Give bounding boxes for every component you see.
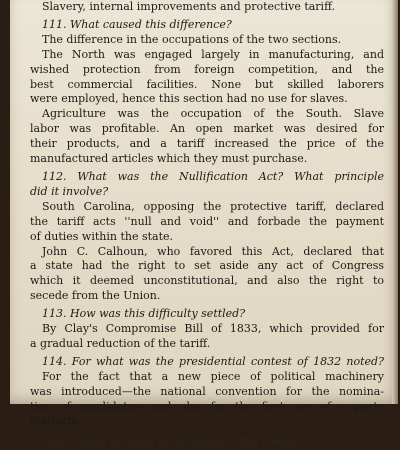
paragraph-line: For the fact that a new piece of political machinery [42,369,384,383]
paragraph-line: By Clay's Compromise Bill of 1833, which provided for [42,322,384,336]
answer-111-line: The difference in the occupations of the two sections. [42,32,342,46]
question-112-cont: did it involve? [30,184,109,198]
page-edge-shadow [392,0,398,404]
paragraph-line: wished protection from foreign competition, and the [30,62,384,76]
paragraph-line: which it deemed unconstitutional, and also the right to [30,274,384,288]
page-text [30,0,384,450]
question-113: 113. How was this difficulty settled? [42,307,246,321]
question-112: 112. What was the Nullification Act? What principle [42,169,384,183]
paragraph-line: a gradual reduction of the tariff. [30,336,211,350]
cut-off-line: Give a brief account of the Bank of the United [42,435,300,449]
paragraph-line: South Carolina, opposing the protective tariff, declared [42,199,384,213]
paragraph-line: of duties within the state. [30,229,174,243]
paragraph-line: the tariff acts ''null and void'' and forbade the payment [30,214,384,228]
paragraph-line: manufactured articles which they must purchase. [30,152,308,166]
book-page [10,0,398,449]
paragraph-line: were employed, hence this section had no use for slaves. [30,92,348,106]
paragraph-line: platform. [30,414,82,428]
paragraph-line: a state had the right to set aside any act of Congress [30,259,384,273]
paragraph-line: was introduced—the national convention for the nomina- [30,384,384,398]
paragraph-line: secede from the Union. [30,289,161,303]
paragraph-line: The North was engaged largely in manufacturing, and [42,47,384,61]
answer-line: Slavery, internal improvements and protective tariff. [42,0,335,13]
question-114: 114. For what was the presidential contest of 1832 noted? [42,354,384,368]
question-111: 111. What caused this difference? [42,17,232,31]
paragraph-line: best commercial facilities. None but skilled laborers [30,77,384,91]
paragraph-line: John C. Calhoun, who favored this Act, declared that [42,244,384,258]
paragraph-line: Agriculture was the occupation of the South. Slave [42,107,384,121]
paragraph-line: their products, and a tariff increased the price of the [30,137,384,151]
paragraph-line: labor was profitable. An open market was desired for [30,122,384,136]
paragraph-line: tion of candidates—and also for the first use of a party [30,399,384,413]
